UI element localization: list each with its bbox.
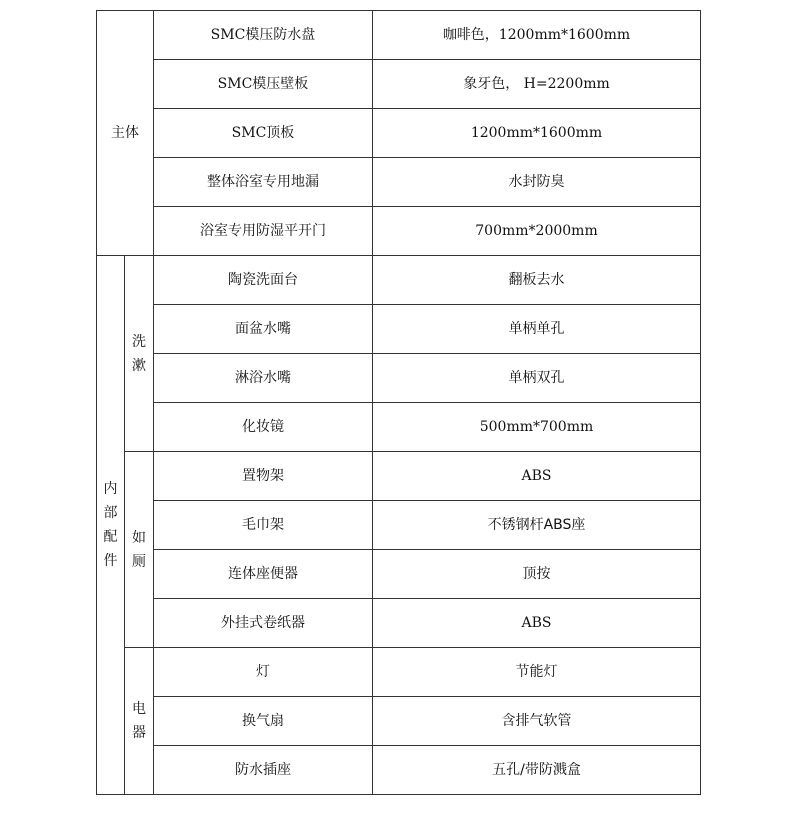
- table-row: [97, 746, 701, 795]
- item-name: 毛巾架: [154, 501, 373, 550]
- item-name: 连体座便器: [154, 550, 373, 599]
- section-electrical: [125, 648, 154, 795]
- section-label: 内部配件: [103, 481, 118, 569]
- item-name: 置物架: [154, 452, 373, 501]
- table-row: [97, 501, 701, 550]
- table-row: [97, 354, 701, 403]
- item-spec: 咖啡色，1200mm*1600mm: [373, 11, 701, 60]
- table-row: [97, 207, 701, 256]
- section-label: 如厕: [132, 529, 146, 570]
- table-row: [97, 158, 701, 207]
- item-name: SMC模压壁板: [154, 60, 373, 109]
- item-spec: 700mm*2000mm: [373, 207, 701, 256]
- section-internal-parts: [97, 256, 125, 795]
- item-spec: 单柄双孔: [373, 354, 701, 403]
- item-name: 淋浴水嘴: [154, 354, 373, 403]
- item-name: 防水插座: [154, 746, 373, 795]
- item-spec: 翻板去水: [373, 256, 701, 305]
- item-spec: 顶按: [373, 550, 701, 599]
- table-row: [97, 599, 701, 648]
- item-spec: 含排气软管: [373, 697, 701, 746]
- item-spec: ABS: [373, 452, 701, 501]
- item-spec: 500mm*700mm: [373, 403, 701, 452]
- item-name: 换气扇: [154, 697, 373, 746]
- table-row: [97, 550, 701, 599]
- item-name: 化妆镜: [154, 403, 373, 452]
- table-row: [97, 109, 701, 158]
- item-spec: 1200mm*1600mm: [373, 109, 701, 158]
- item-spec: 不锈钢杆ABS座: [373, 501, 701, 550]
- table-row: [97, 403, 701, 452]
- spec-table: [96, 10, 701, 795]
- table-row: [97, 256, 701, 305]
- item-name: 外挂式卷纸器: [154, 599, 373, 648]
- item-name: 整体浴室专用地漏: [154, 158, 373, 207]
- item-name: 灯: [154, 648, 373, 697]
- item-spec: 单柄单孔: [373, 305, 701, 354]
- item-spec: 五孔/带防溅盒: [373, 746, 701, 795]
- section-main-body: [97, 11, 154, 256]
- table-row: [97, 648, 701, 697]
- table-row: [97, 60, 701, 109]
- item-name: 面盆水嘴: [154, 305, 373, 354]
- section-washing: [125, 256, 154, 452]
- item-name: SMC模压防水盘: [154, 11, 373, 60]
- item-spec: ABS: [373, 599, 701, 648]
- item-name: SMC顶板: [154, 109, 373, 158]
- item-spec: 水封防臭: [373, 158, 701, 207]
- item-spec: 节能灯: [373, 648, 701, 697]
- table-row: [97, 697, 701, 746]
- section-label: 主体: [111, 125, 139, 141]
- item-name: 陶瓷洗面台: [154, 256, 373, 305]
- section-toilet: [125, 452, 154, 648]
- table-row: [97, 305, 701, 354]
- table-row: [97, 11, 701, 60]
- section-label: 电器: [132, 701, 146, 741]
- item-name: 浴室专用防湿平开门: [154, 207, 373, 256]
- item-spec: 象牙色， H=2200mm: [373, 60, 701, 109]
- section-label: 洗漱: [132, 333, 146, 374]
- table-row: [97, 452, 701, 501]
